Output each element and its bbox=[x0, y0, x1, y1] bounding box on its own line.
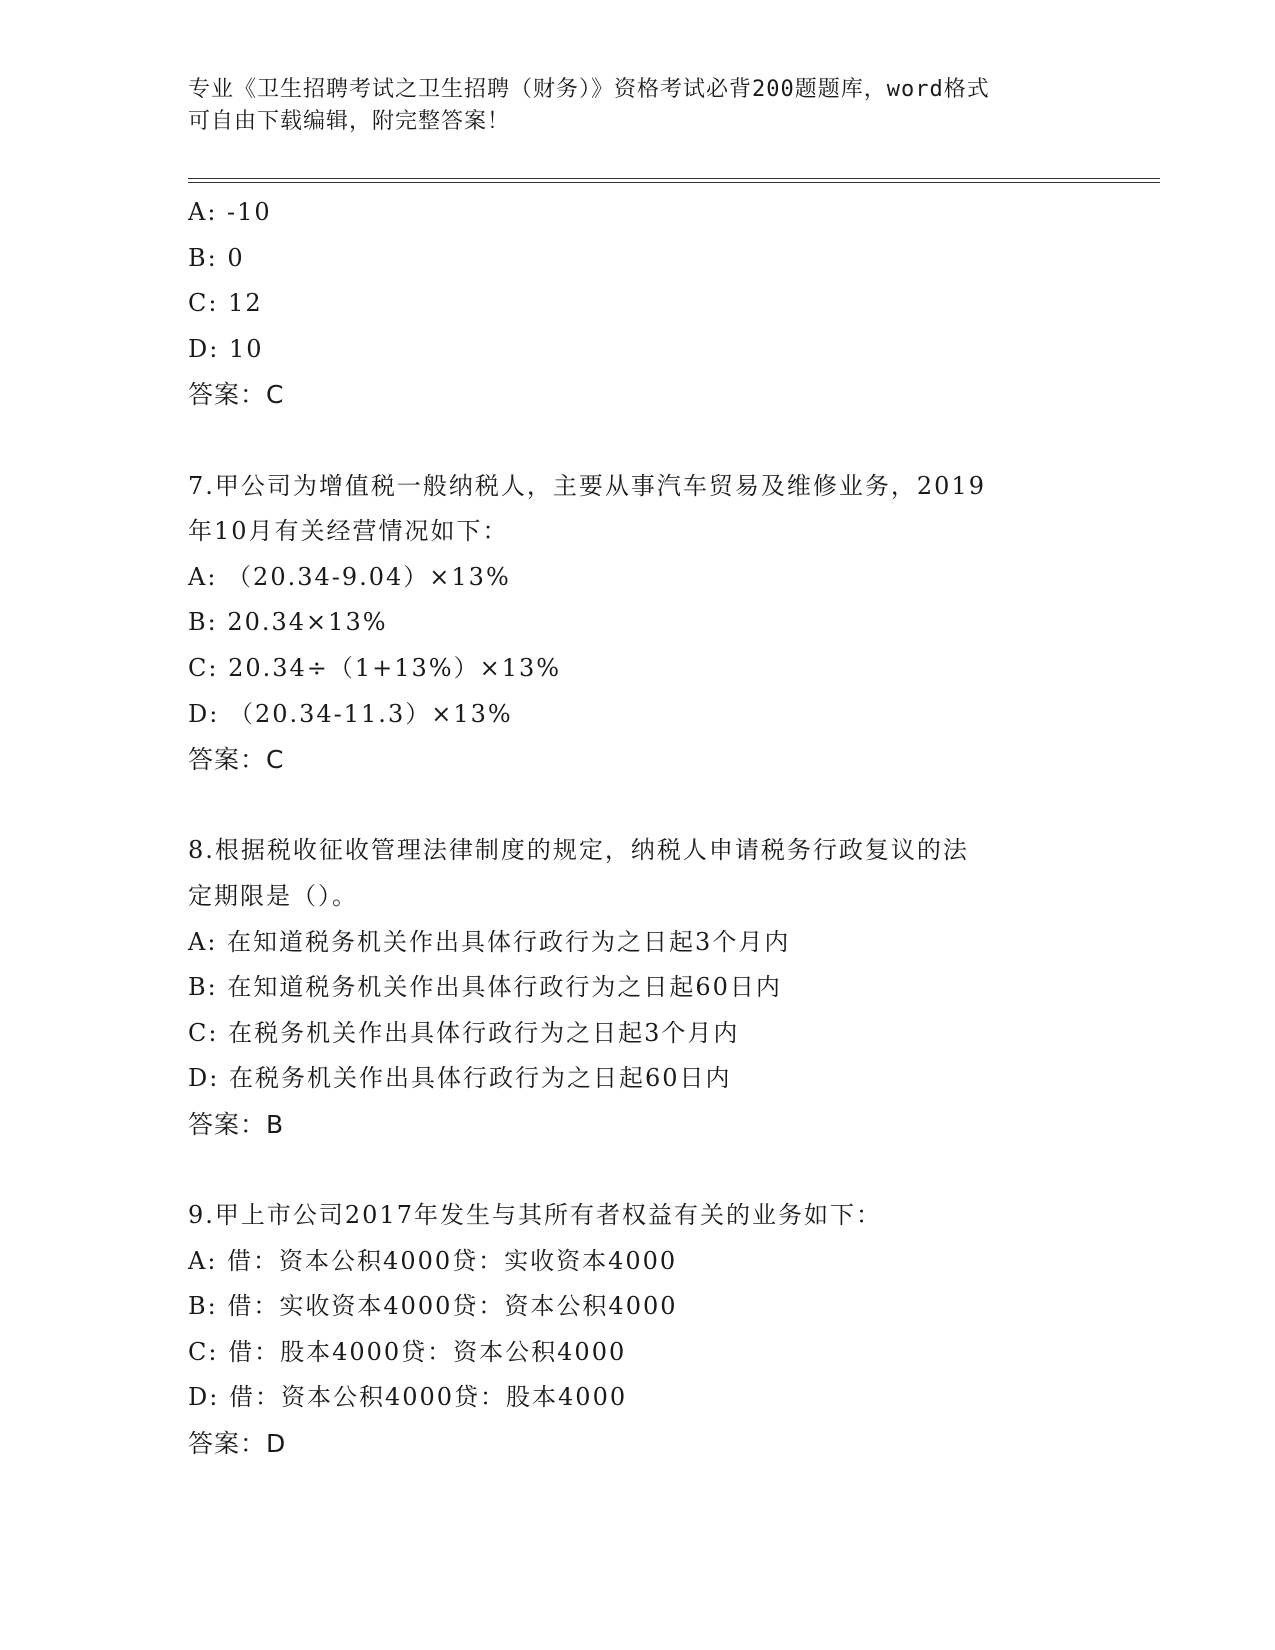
option-a: A: （20.34-9.04）×13% bbox=[188, 562, 511, 591]
option-d: D: 10 bbox=[188, 334, 264, 363]
option-c: C: 在税务机关作出具体行政行为之日起3个月内 bbox=[188, 1018, 740, 1047]
question-stem: 8.根据税收征收管理法律制度的规定，纳税人申请税务行政复议的法 bbox=[188, 836, 969, 865]
question-7 bbox=[188, 464, 1088, 783]
option-a: A: 在知道税务机关作出具体行政行为之日起3个月内 bbox=[188, 927, 791, 956]
spacer bbox=[188, 1147, 1088, 1193]
header-divider bbox=[188, 178, 1160, 183]
option-a: A: 借：资本公积4000贷：实收资本4000 bbox=[188, 1246, 678, 1275]
answer: 答案：D bbox=[188, 1429, 287, 1459]
question-stem: 年10月有关经营情况如下： bbox=[188, 517, 509, 546]
option-b: B: 在知道税务机关作出具体行政行为之日起60日内 bbox=[188, 973, 782, 1002]
question-stem: 9.甲上市公司2017年发生与其所有者权益有关的业务如下： bbox=[188, 1201, 882, 1230]
option-c: C: 20.34÷（1+13%）×13% bbox=[188, 653, 562, 682]
spacer bbox=[188, 418, 1088, 464]
answer: 答案：C bbox=[188, 380, 285, 410]
option-b: B: 借：实收资本4000贷：资本公积4000 bbox=[188, 1292, 678, 1321]
document-header bbox=[188, 74, 1068, 138]
question-6 bbox=[188, 190, 1088, 418]
option-b: B: 0 bbox=[188, 243, 245, 272]
option-c: C: 12 bbox=[188, 289, 263, 318]
answer: 答案：B bbox=[188, 1109, 285, 1139]
question-list bbox=[188, 190, 1088, 1467]
question-stem: 7.甲公司为增值税一般纳税人，主要从事汽车贸易及维修业务，2019 bbox=[188, 471, 986, 500]
question-9 bbox=[188, 1193, 1088, 1467]
question-stem: 定期限是（）。 bbox=[188, 881, 358, 910]
header-line-2: 可自由下载编辑，附完整答案！ bbox=[188, 109, 511, 134]
option-d: D: 在税务机关作出具体行政行为之日起60日内 bbox=[188, 1064, 732, 1093]
answer: 答案：C bbox=[188, 745, 285, 775]
option-b: B: 20.34×13% bbox=[188, 608, 388, 637]
option-c: C: 借：股本4000贷：资本公积4000 bbox=[188, 1337, 627, 1366]
question-8 bbox=[188, 828, 1088, 1147]
option-d: D: 借：资本公积4000贷：股本4000 bbox=[188, 1383, 628, 1412]
option-a: A: -10 bbox=[188, 198, 272, 226]
option-d: D: （20.34-11.3）×13% bbox=[188, 699, 513, 728]
header-line-1: 专业《卫生招聘考试之卫生招聘（财务）》资格考试必背200题题库，word格式 bbox=[188, 77, 990, 102]
spacer bbox=[188, 783, 1088, 829]
